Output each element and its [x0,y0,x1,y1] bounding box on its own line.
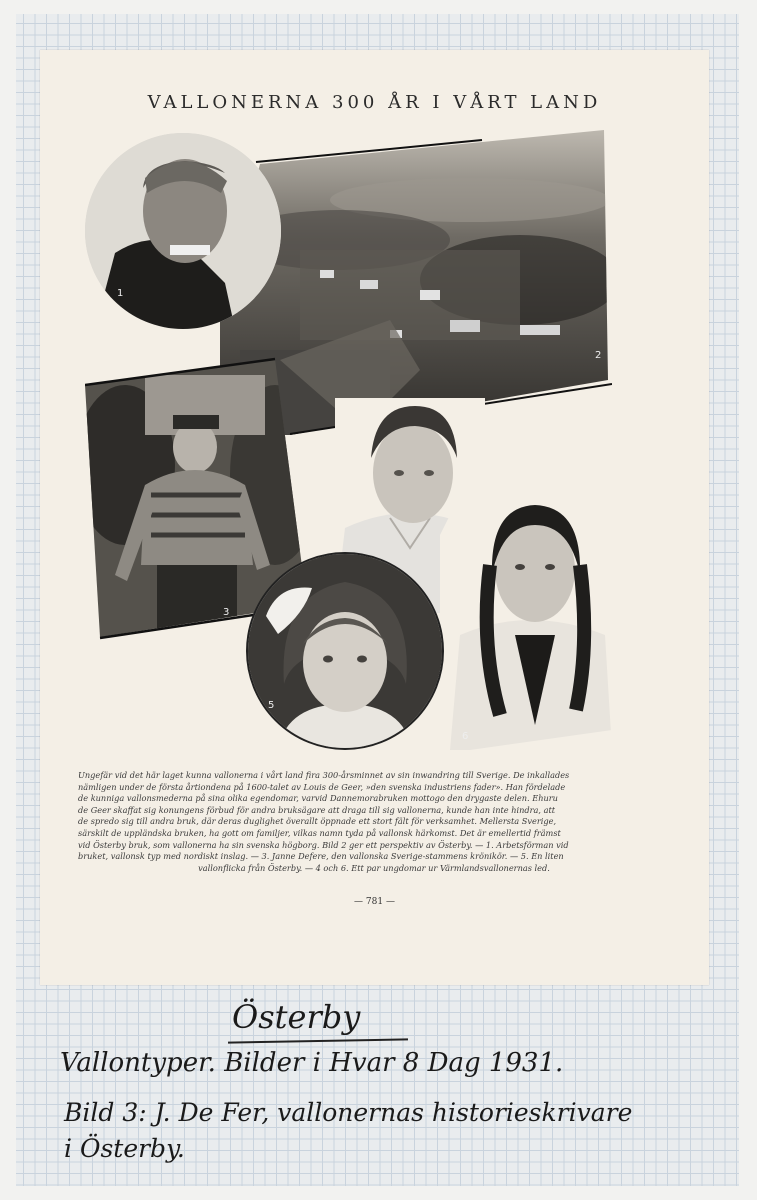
photo-number-2: 2 [595,350,602,361]
photo-portrait-man [85,133,281,329]
photo-number-6: 6 [462,731,469,742]
caption-line: nämligen under de första årtiondena på 1600-talet av Louis de Geer, »den svenska industriens fader». Han fördelade [78,781,566,792]
photo-girl-braids [440,495,612,750]
article-caption [78,770,670,874]
scan-border-bottom [0,1186,757,1200]
caption-line: vid Österby bruk, som vallonerna ha sin svenska högborg. Bild 2 ger ett perspektiv av Österby. — 1. Arbetsförman vid [78,839,569,850]
photo-number-3: 3 [223,607,230,618]
caption-line: särskilt de uppländska bruken, ha gott om familjer, vilkas namn tyda på vallonsk härkomst. Det är emellertid främst [78,827,561,838]
caption-line: Ungefär vid det här laget kunna vallonerna i vårt land fira 300-årsminnet av sin inwandring till Sverige. De inkallades [78,770,570,780]
page-number: — 781 — [354,897,395,907]
caption-line: de Geer skaffat sig konungens förbud för andra bruksägare att draga till sig vallonerna, kunde han inte hindra, att [78,804,556,815]
handwritten-underline [228,1038,408,1043]
article-headline: VALLONERNA 300 ÅR I VÅRT LAND [147,92,602,113]
handwritten-note-line: Bild 3: J. De Fer, vallonernas historieskrivare [64,1098,633,1127]
caption-line: bruket, vallonsk typ med nordiskt inslag. — 3. Janne Defere, den vallonska Sverige-stammens krönikör. — 5. En liten [78,851,564,862]
caption-line: de kunniga vallonsmederna på sina olika egendomar, varvid Dannemorabruken mottogo den drygaste delen. Ehuru [78,793,558,804]
scan-border-right [739,0,757,1200]
handwritten-note-line: i Österby. [64,1134,185,1163]
handwritten-title: Österby [232,998,361,1036]
photo-portrait-girl [246,552,444,750]
photo-number-1: 1 [117,288,124,299]
caption-line: de spredo sig till andra bruk, där deras duglighet överallt öppnade ett stort fält för verksamhet. Mellersta Sverige, [78,816,557,827]
handwritten-note-line: Vallontyper. Bilder i Hvar 8 Dag 1931. [60,1048,564,1078]
scan-border-top [0,0,757,14]
photo-number-5: 5 [268,700,275,711]
newspaper-clipping [40,50,709,985]
scan-border-left [0,0,16,1200]
caption-line: vallonflicka från Österby. — 4 och 6. Ett par ungdomar ur Värmlandsvallonernas led. [198,862,550,873]
